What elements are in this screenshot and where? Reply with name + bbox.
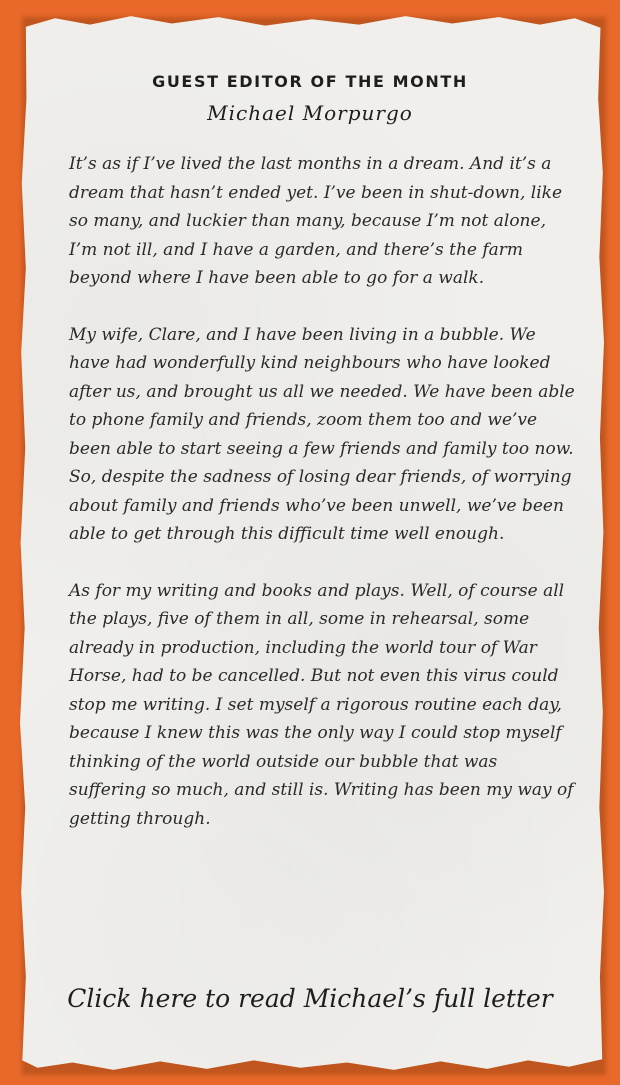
letter-paragraph: My wife, Clare, and I have been living in a bubble. We have had wonderfully kind neighbours who have looked after us, and brought us all we needed. We have been able to phone family and friends, zoom them too and we’ve been able to start seeing a few friends and family too now. So, despite the sadness of losing dear friends, of worrying about family and friends who’ve been unwell, we’ve been able to get through this difficult time well enough. bbox=[69, 324, 575, 544]
read-full-letter-link[interactable]: Click here to read Michael’s full letter bbox=[67, 984, 553, 1013]
editor-name: Michael Morpurgo bbox=[207, 101, 413, 125]
page-title: GUEST EDITOR OF THE MONTH bbox=[152, 72, 468, 91]
letter-paragraph: It’s as if I’ve lived the last months in a dream. And it’s a dream that hasn’t ended yet. I’ve been in shut-down, like so many, and luckier than many, because I’m not alone, I’m not ill, and I have a garden, and there’s the farm beyond where I have been able to go for a walk. bbox=[69, 154, 563, 288]
letter-body bbox=[69, 150, 579, 861]
letter-paragraph: As for my writing and books and plays. Well, of course all the plays, five of them in all, some in rehearsal, some already in production, including the world tour of War Horse, had to be cancelled. But not even this virus could stop me writing. I set myself a rigorous routine each day, because I knew this was the only way I could stop myself thinking of the world outside our bubble that was suffering so much, and still is. Writing has been my way of getting through. bbox=[69, 580, 574, 829]
